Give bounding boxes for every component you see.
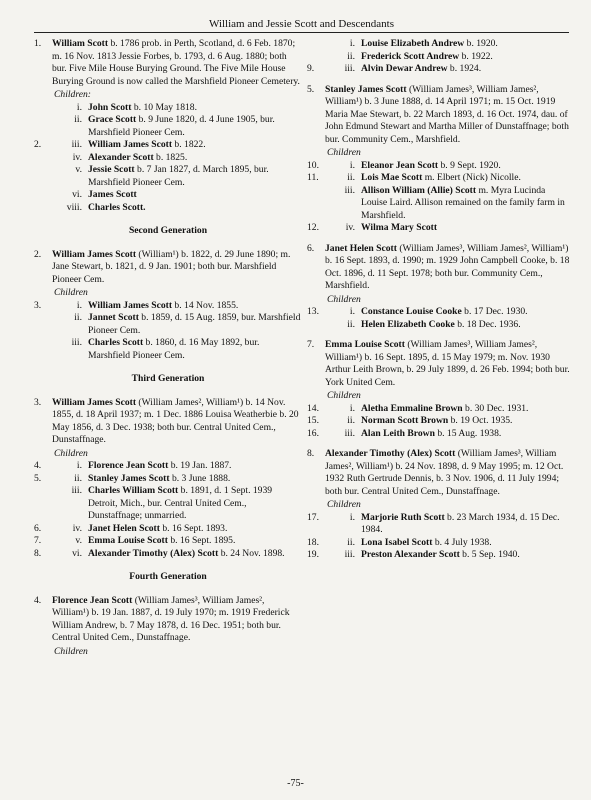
- child-details: m. Myra Lucinda Louise Laird. Allison remained on the family farm in Marshfield.: [361, 184, 565, 221]
- child-item: [34, 152, 302, 165]
- child-text: [361, 319, 573, 332]
- entry-number: 5.: [307, 83, 315, 95]
- child-text: [361, 185, 573, 223]
- entry-spacer: [307, 76, 573, 84]
- child-roman-numeral: iv.: [72, 151, 82, 163]
- entry-spacer: [307, 440, 573, 448]
- child-roman-numeral: i.: [349, 306, 355, 317]
- entry-text: [52, 595, 302, 645]
- child-name: Lois Mae Scott: [361, 172, 423, 183]
- child-text: [361, 38, 573, 51]
- child-item: [34, 460, 302, 473]
- generation-heading: Third Generation: [131, 373, 205, 384]
- child-text: [88, 202, 302, 215]
- child-item: [34, 202, 302, 215]
- person-name: Alexander Timothy (Alex) Scott: [325, 448, 456, 459]
- entry-text: [52, 249, 302, 287]
- child-details: b. 24 Nov. 1898.: [218, 547, 285, 559]
- child-ref-number: [34, 164, 54, 189]
- child-ref-number: 3.: [34, 299, 42, 311]
- child-roman-numeral: i.: [349, 402, 355, 414]
- children-label: Children: [54, 645, 88, 657]
- child-text: [361, 512, 573, 537]
- child-details: b. 1920.: [464, 38, 498, 49]
- child-item: [307, 415, 573, 428]
- child-roman-numeral: iii.: [71, 485, 82, 496]
- child-item: [34, 300, 302, 313]
- entry-text: [325, 243, 573, 293]
- child-name: Marjorie Ruth Scott: [361, 511, 445, 523]
- child-ref-number: 8.: [34, 547, 42, 559]
- child-text: [361, 172, 573, 185]
- person-name: Florence Jean Scott: [52, 594, 133, 606]
- child-roman-numeral: i.: [76, 101, 82, 113]
- child-roman-numeral: iv.: [345, 222, 355, 233]
- child-text: [361, 403, 573, 416]
- entry-details: (William James³, William James², William¹) b. 3 June 1888, d. 14 April 1971; m. 15 Oct. 1919 Maria Mae Stewart, b. 22 March 1893, d. 16 Oct. 1974, dau. of John Edmund Stewart and Martha Miller of Dunstaffnage; both bur. Community Cem., Marshfield.: [325, 83, 569, 145]
- entry-details: (William James³, William James², William¹) b. 16 Sept. 1893, d. 1990; m. 1929 John Campbell Cooke, b. 18 Oct. 1896, d. 11 Sept. 1978; both bur. Community Cem., Marshfield.: [325, 242, 570, 291]
- child-details: b. 1822.: [172, 139, 206, 150]
- child-roman-numeral: i.: [349, 159, 355, 171]
- child-roman-numeral: vi.: [72, 189, 82, 200]
- child-ref-number: 5.: [34, 472, 42, 484]
- child-item: [307, 51, 573, 64]
- child-roman-numeral: vi.: [72, 547, 82, 559]
- child-text: [361, 549, 573, 562]
- person-name: William Scott: [52, 38, 109, 49]
- entry-text: [325, 339, 573, 389]
- child-item: [307, 549, 573, 562]
- child-text: [88, 548, 302, 561]
- children-label: Children: [327, 147, 361, 158]
- child-details: b. 1924.: [447, 63, 482, 74]
- children-label: Children: [327, 293, 361, 305]
- child-ref-number: 18.: [307, 536, 319, 548]
- child-item: [307, 537, 573, 550]
- child-roman-numeral: i.: [76, 460, 82, 471]
- child-item: [34, 473, 302, 486]
- child-details: b. 16 Sept. 1893.: [159, 522, 228, 534]
- child-item: [307, 185, 573, 223]
- person-name: William James Scott: [52, 248, 137, 260]
- child-roman-numeral: ii.: [347, 415, 355, 426]
- child-details: b. 1860, d. 16 May 1892, bur. Marshfield Pioneer Cem.: [88, 337, 260, 361]
- genealogy-entry: [307, 448, 573, 498]
- child-details: b. 19 Oct. 1935.: [448, 415, 513, 426]
- genealogy-entry: [307, 339, 573, 389]
- entry-number: 7.: [307, 339, 315, 350]
- child-details: b. 4 July 1938.: [432, 536, 492, 548]
- child-text: [361, 428, 573, 441]
- child-ref-number: [307, 185, 327, 223]
- child-ref-number: 2.: [34, 139, 42, 150]
- child-ref-number: 11.: [307, 172, 319, 183]
- child-item: [307, 428, 573, 441]
- child-roman-numeral: ii.: [347, 536, 355, 548]
- child-item: [307, 306, 573, 319]
- child-name: Preston Alexander Scott: [361, 549, 460, 560]
- child-ref-number: 9.: [307, 63, 315, 74]
- child-name: Charles Scott.: [88, 201, 146, 213]
- child-roman-numeral: ii.: [74, 472, 82, 484]
- children-label: Children: [327, 499, 361, 510]
- child-text: [361, 306, 573, 319]
- child-details: b. 14 Nov. 1855.: [172, 299, 239, 311]
- child-ref-number: [34, 202, 54, 215]
- child-roman-numeral: iv.: [72, 522, 82, 534]
- child-item: [34, 139, 302, 152]
- child-item: [307, 512, 573, 537]
- child-roman-numeral: ii.: [347, 172, 355, 183]
- child-name: Emma Louise Scott: [88, 535, 168, 546]
- child-details: b. 1825.: [153, 151, 188, 163]
- child-details: b. 9 Sept. 1920.: [438, 159, 501, 171]
- child-name: Stanley James Scott: [88, 472, 170, 484]
- child-text: [88, 312, 302, 337]
- child-details: m. Elbert (Nick) Nicolle.: [422, 172, 521, 183]
- child-text: [88, 152, 302, 165]
- child-item: [34, 164, 302, 189]
- child-details: b. 15 Aug. 1938.: [434, 427, 502, 439]
- child-ref-number: 17.: [307, 511, 319, 523]
- page-header: [34, 18, 569, 33]
- child-text: [88, 102, 302, 115]
- child-name: Frederick Scott Andrew: [361, 50, 460, 62]
- child-roman-numeral: ii.: [347, 318, 355, 330]
- child-name: William James Scott: [88, 299, 173, 311]
- child-name: James Scott: [88, 189, 137, 200]
- child-name: Helen Elizabeth Cooke: [361, 318, 455, 330]
- child-item: [307, 403, 573, 416]
- entry-spacer: [307, 331, 573, 339]
- child-text: [88, 485, 302, 523]
- child-text: [361, 63, 573, 76]
- child-details: b. 5 Sep. 1940.: [459, 549, 520, 560]
- child-name: Alexander Timothy (Alex) Scott: [88, 547, 219, 559]
- child-ref-number: [34, 312, 54, 337]
- child-roman-numeral: iii.: [344, 63, 355, 74]
- child-text: [88, 337, 302, 362]
- child-details: b. 3 June 1888.: [169, 472, 231, 484]
- child-name: Eleanor Jean Scott: [361, 159, 439, 171]
- entry-details: (William James³, William James², William¹) b. 24 Nov. 1898, d. 9 May 1995; m. 12 Oct. 1932 Ruth Gertrude Dennis, b. 3 Nov. 1906, d. 11 July 1994; both bur. Central United Cem., Dunstaffnage.: [325, 448, 564, 497]
- child-name: Alexander Scott: [88, 151, 154, 163]
- child-name: Alvin Dewar Andrew: [361, 63, 448, 74]
- child-details: b. 1922.: [459, 50, 493, 62]
- child-text: [361, 415, 573, 428]
- child-name: Louise Elizabeth Andrew: [361, 38, 465, 49]
- right-column: [307, 38, 573, 562]
- children-label: Children: [327, 390, 361, 401]
- child-name: John Scott: [88, 101, 132, 113]
- children-label: Children: [54, 447, 88, 459]
- child-ref-number: [307, 51, 327, 64]
- child-roman-numeral: i.: [349, 38, 355, 49]
- child-name: Jannet Scott: [88, 312, 139, 323]
- entry-spacer: [307, 235, 573, 243]
- child-ref-number: [34, 102, 54, 115]
- child-ref-number: 6.: [34, 522, 42, 534]
- child-ref-number: [34, 337, 54, 362]
- genealogy-entry: [307, 84, 573, 147]
- child-item: [34, 548, 302, 561]
- entry-text: [52, 38, 302, 88]
- child-roman-numeral: v.: [75, 535, 82, 546]
- child-details: b. 30 Dec. 1931.: [462, 402, 529, 414]
- child-ref-number: 7.: [34, 535, 42, 546]
- child-details: b. 7 Jan 1827, d. March 1895, bur. Marshfield Pioneer Cem.: [88, 164, 269, 188]
- child-roman-numeral: viii.: [66, 201, 82, 213]
- child-name: Allison William (Allie) Scott: [361, 184, 477, 196]
- child-text: [361, 51, 573, 64]
- child-name: Florence Jean Scott: [88, 460, 169, 471]
- child-item: [34, 189, 302, 202]
- child-item: [34, 535, 302, 548]
- child-text: [88, 164, 302, 189]
- child-item: [307, 172, 573, 185]
- entry-text: [325, 84, 573, 147]
- child-ref-number: [307, 38, 327, 51]
- child-ref-number: [307, 319, 327, 332]
- child-item: [307, 63, 573, 76]
- child-ref-number: 12.: [307, 222, 319, 233]
- child-roman-numeral: iii.: [344, 427, 355, 439]
- child-item: [307, 38, 573, 51]
- generation-heading: Fourth Generation: [129, 571, 207, 582]
- person-name: Janet Helen Scott: [325, 242, 397, 254]
- child-text: [88, 460, 302, 473]
- child-ref-number: [34, 189, 54, 202]
- child-name: Norman Scott Brown: [361, 415, 449, 426]
- child-item: [34, 312, 302, 337]
- child-text: [361, 160, 573, 173]
- child-details: b. 9 June 1820, d. 4 June 1905, bur. Marshfield Pioneer Cem.: [88, 114, 275, 138]
- child-roman-numeral: iii.: [344, 184, 355, 196]
- child-name: Aletha Emmaline Brown: [361, 402, 463, 414]
- child-item: [34, 523, 302, 536]
- child-item: [34, 102, 302, 115]
- child-ref-number: 19.: [307, 549, 319, 560]
- genealogy-entry: [34, 38, 302, 88]
- child-name: Lona Isabel Scott: [361, 536, 433, 548]
- genealogy-entry: [307, 243, 573, 293]
- genealogy-entry: [34, 595, 302, 645]
- child-ref-number: [34, 114, 54, 139]
- page-number: -75-: [287, 778, 304, 789]
- person-name: William James Scott: [52, 396, 137, 408]
- child-details: b. 23 March 1934, d. 15 Dec. 1984.: [361, 511, 560, 535]
- child-ref-number: 4.: [34, 460, 42, 471]
- child-name: Jessie Scott: [88, 164, 135, 175]
- child-text: [361, 537, 573, 550]
- child-roman-numeral: i.: [349, 511, 355, 523]
- entry-text: [325, 448, 573, 498]
- child-text: [88, 473, 302, 486]
- entry-text: [52, 397, 302, 447]
- child-details: b. 19 Jan. 1887.: [168, 460, 232, 471]
- child-roman-numeral: ii.: [74, 312, 82, 323]
- child-item: [34, 337, 302, 362]
- child-ref-number: 10.: [307, 159, 319, 171]
- entry-number: 8.: [307, 448, 315, 459]
- child-text: [88, 523, 302, 536]
- child-details: b. 10 May 1818.: [131, 101, 198, 113]
- child-text: [88, 189, 302, 202]
- child-details: b. 18 Dec. 1936.: [454, 318, 521, 330]
- entry-number: 2.: [34, 248, 42, 260]
- child-name: William James Scott: [88, 139, 173, 150]
- child-name: Wilma Mary Scott: [361, 222, 438, 233]
- entry-details: (William¹) b. 1822, d. 29 June 1890; m. Jane Stewart, b. 1821, d. 9 Jan. 1901; both bur. Marshfield Pioneer Cem.: [52, 248, 291, 285]
- child-item: [34, 114, 302, 139]
- entry-details: (William James², William¹) b. 14 Nov. 1855, d. 18 April 1937; m. 1 Dec. 1886 Louisa Weatherbie b. 20 May 1856, d. 3 Dec. 1938; both bur. Central United Cem., Dunstaffnage.: [52, 396, 299, 445]
- children-label: Children:: [54, 89, 91, 100]
- child-name: Constance Louise Cooke: [361, 306, 462, 317]
- child-text: [88, 114, 302, 139]
- entry-details: (William James³, William James², William¹) b. 16 Sept. 1895, d. 15 May 1979; m. Nov. 1930 Arthur Leith Brown, b. 29 July 1899, d. 26 Feb. 1994; both bur. York United Cem.: [325, 339, 570, 388]
- child-text: [88, 139, 302, 152]
- child-text: [361, 222, 573, 235]
- person-name: Stanley James Scott: [325, 83, 407, 95]
- child-name: Alan Leith Brown: [361, 427, 435, 439]
- entry-number: 6.: [307, 242, 315, 254]
- entry-number: 3.: [34, 396, 42, 408]
- child-item: [307, 160, 573, 173]
- child-ref-number: [34, 485, 54, 523]
- child-ref-number: 16.: [307, 427, 319, 439]
- entry-number: 4.: [34, 594, 42, 606]
- entry-details: (William James³, William James², William¹) b. 19 Jan. 1887, d. 19 July 1970; m. 1919 Frederick William Andrew, b. 7 May 1878, d. 16 Dec. 1951; both bur. Central United Cem., Dunstaffnage.: [52, 594, 290, 643]
- child-ref-number: 14.: [307, 402, 319, 414]
- child-text: [88, 535, 302, 548]
- child-details: b. 1891, d. 1 Sept. 1939 Detroit, Mich., bur. Central United Cem., Dunstaffnage; unmarried.: [88, 485, 273, 521]
- child-ref-number: 15.: [307, 415, 319, 426]
- entry-details: b. 1786 prob. in Perth, Scotland, d. 6 Feb. 1870; m. 16 Nov. 1813 Jessie Forbes, b. 1793, d. 6 Aug. 1880; both bur. Five Mile House Burying Ground. The Five Mile House Burying Ground is now called the Marshfield Pioneer Cemetery.: [52, 38, 300, 87]
- genealogy-entry: [34, 397, 302, 447]
- left-column: [34, 38, 302, 658]
- child-roman-numeral: iii.: [71, 337, 82, 348]
- child-roman-numeral: iii.: [344, 549, 355, 560]
- child-details: b. 16 Sept. 1895.: [167, 535, 236, 546]
- child-roman-numeral: i.: [76, 299, 82, 311]
- child-item: [34, 485, 302, 523]
- child-item: [307, 222, 573, 235]
- child-roman-numeral: iii.: [71, 139, 82, 150]
- person-name: Emma Louise Scott: [325, 339, 405, 350]
- child-roman-numeral: ii.: [74, 114, 82, 125]
- child-name: Janet Helen Scott: [88, 522, 160, 534]
- genealogy-entry: [34, 249, 302, 287]
- child-ref-number: 13.: [307, 306, 319, 317]
- child-name: Charles Scott: [88, 337, 144, 348]
- child-name: Charles William Scott: [88, 485, 179, 496]
- child-roman-numeral: v.: [75, 164, 82, 175]
- page-header-title: William and Jessie Scott and Descendants: [209, 18, 394, 30]
- child-roman-numeral: ii.: [347, 50, 355, 62]
- child-name: Grace Scott: [88, 114, 137, 125]
- generation-heading: Second Generation: [128, 225, 208, 236]
- child-item: [307, 319, 573, 332]
- child-text: [88, 300, 302, 313]
- children-label: Children: [54, 287, 88, 298]
- entry-number: 1.: [34, 38, 42, 49]
- child-details: b. 17 Dec. 1930.: [461, 306, 528, 317]
- child-ref-number: [34, 152, 54, 165]
- child-details: b. 1859, d. 15 Aug. 1859, bur. Marshfield Pioneer Cem.: [88, 312, 301, 336]
